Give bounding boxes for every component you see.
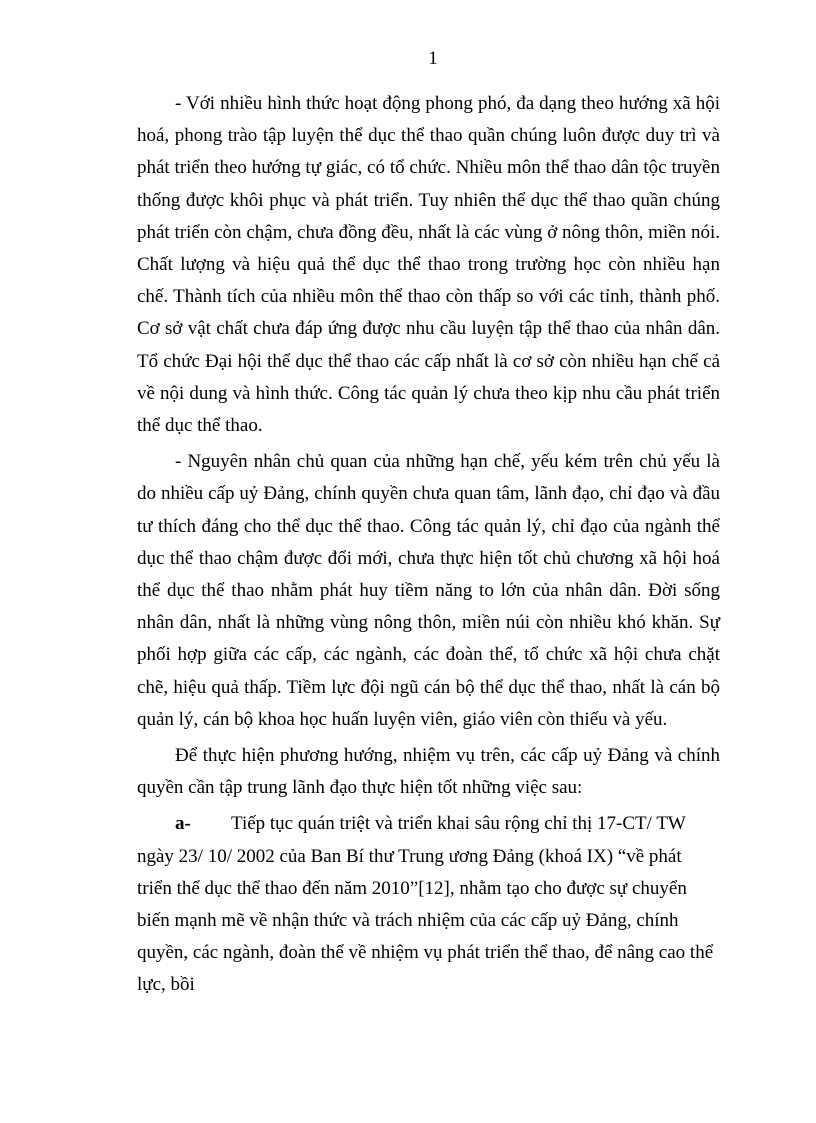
paragraph-2: - Nguyên nhân chủ quan của những hạn chế, yếu kém trên chủ yếu là do nhiều cấp uỷ Đảng, chính quyền chưa quan tâm, lãnh đạo, chỉ đạo và đầu tư thích đáng cho thể dục thể thao. Công tác quản lý, chỉ đạo của ngành thể dục thể thao chậm được đổi mới, chưa thực hiện tốt chủ chương xã hội hoá thể dục thể thao nhằm phát huy tiềm năng to lớn của nhân dân. Đời sống nhân dân, nhất là những vùng nông thôn, miền núi còn nhiều khó khăn. Sự phối hợp giữa các cấp, các ngành, các đoàn thể, tổ chức xã hội chưa chặt chẽ, hiệu quả thấp. Tiềm lực đội ngũ cán bộ thể dục thể thao, nhất là cán bộ quản lý, cán bộ khoa học huấn luyện viên, giáo viên còn thiếu và yếu. [137,451,720,730]
page-number: 1 [428,48,438,69]
paragraph-3: Để thực hiện phương hướng, nhiệm vụ trên, các cấp uỷ Đảng và chính quyền cần tập trung lãnh đạo thực hiện tốt những việc sau: [137,745,720,799]
paragraph-1: - Với nhiều hình thức hoạt động phong phó, đa dạng theo hướng xã hội hoá, phong trào tập luyện thể dục thể thao quần chúng luôn được duy trì và phát triển theo hướng tự giác, có tổ chức. Nhiều môn thể thao dân tộc truyền thống được khôi phục và phát triển. Tuy nhiên thể dục thể thao quần chúng phát triển còn chậm, chưa đồng đều, nhất là các vùng ở nông thôn, miền nói. Chất lượng và hiệu quả thể dục thể thao trong trường học còn nhiều hạn chế. Thành tích của nhiều môn thể thao còn thấp so với các tỉnh, thành phố. Cơ sở vật chất chưa đáp ứng được nhu cầu luyện tập thể thao của nhân dân. Tổ chức Đại hội thể dục thể thao các cấp nhất là cơ sở còn nhiều hạn chế cả về nội dung và hình thức. Công tác quản lý chưa theo kịp nhu cầu phát triển thể dục thể thao. [137,93,720,437]
list-item-a [137,808,720,1001]
list-item-a-text: Tiếp tục quán triệt và triển khai sâu rộng chỉ thị 17-CT/ TW ngày 23/ 10/ 2002 của Ban Bí thư Trung ương Đảng (khoá IX) “về phát triển thể dục thể thao đến năm 2010”[12], nhằm tạo cho được sự chuyển biến mạnh mẽ về nhận thức và trách nhiệm của các cấp uỷ Đảng, chính quyền, các ngành, đoàn thể về nhiệm vụ phát triển thể thao, để nâng cao thể lực, bồi [137,813,714,996]
document-body [137,88,720,1006]
list-marker-a: a- [175,813,191,835]
